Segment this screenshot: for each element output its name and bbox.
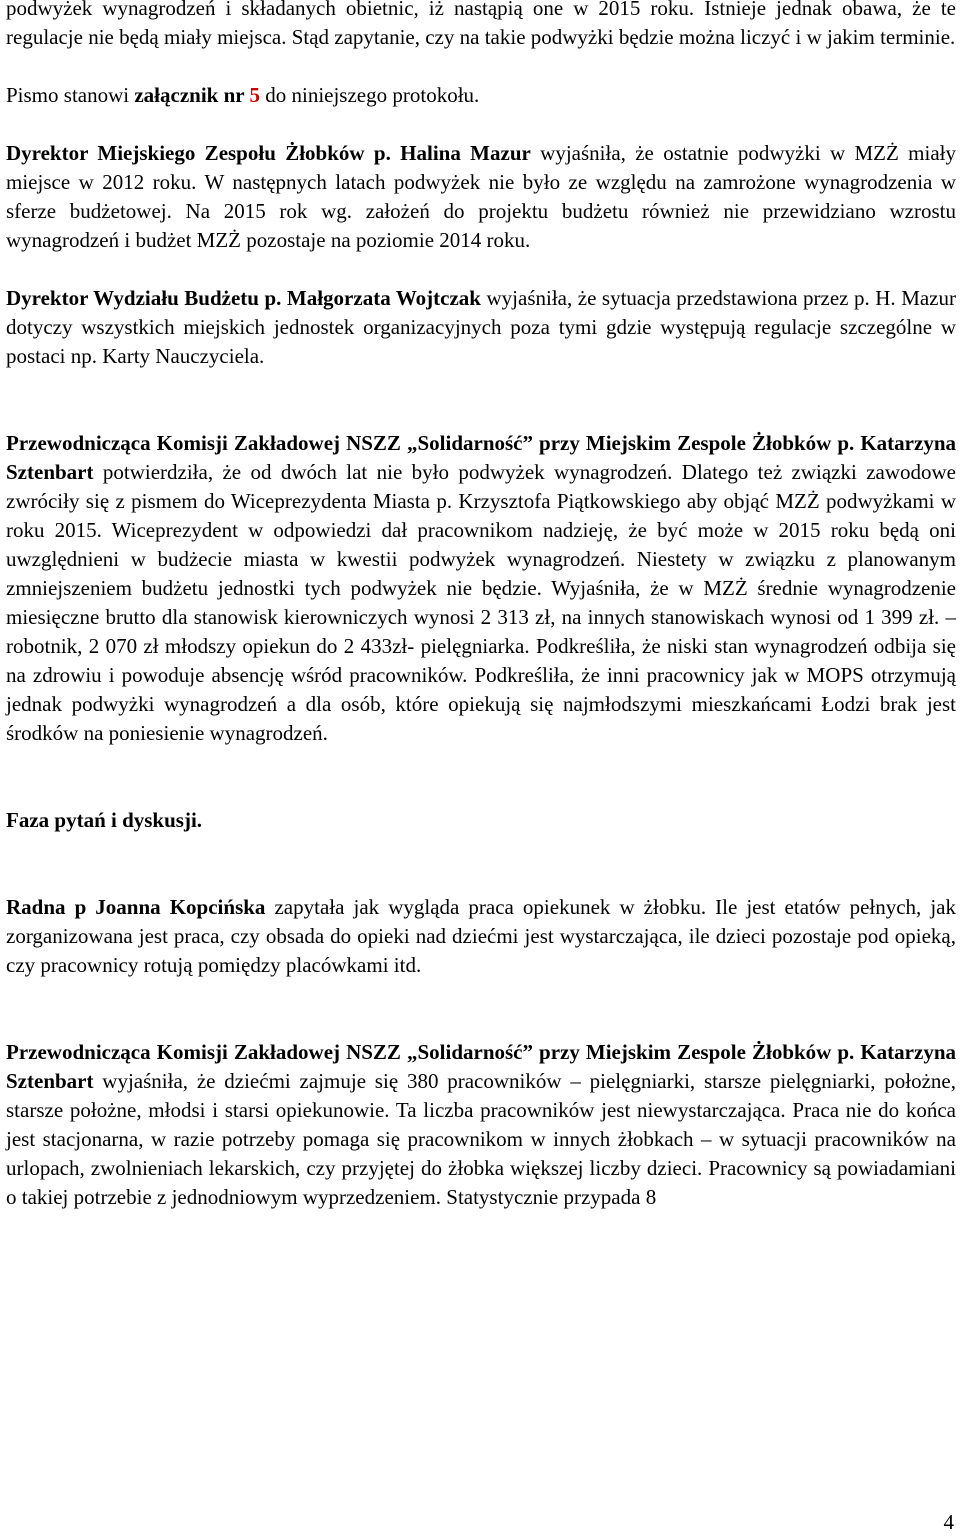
paragraph-union-chair-sztenbart-2 bbox=[6, 1038, 956, 1212]
attachment-text-start: Pismo stanowi bbox=[6, 83, 135, 107]
document-page bbox=[6, 0, 956, 1212]
speaker-name: Dyrektor Wydziału Budżetu p. Małgorzata Wojtczak bbox=[6, 286, 481, 310]
speaker-name: Przewodnicząca Komisji Zakładowej NSZZ „Solidarność” przy Miejskim Zespole Żłobków p. Katarzyna Sztenbart bbox=[6, 1040, 956, 1093]
paragraph-councillor-kopcinska bbox=[6, 893, 956, 980]
attachment-number: 5 bbox=[249, 83, 260, 107]
section-heading: Faza pytań i dyskusji. bbox=[6, 808, 203, 832]
paragraph-text: wyjaśniła, że sytuacja przedstawiona przez p. H. Mazur dotyczy wszystkich miejskich jednostek organizacyjnych poza tymi gdzie występują regulacje szczególne w postaci np. Karty Nauczyciela. bbox=[6, 286, 956, 368]
paragraph-text: potwierdziła, że od dwóch lat nie było podwyżek wynagrodzeń. Dlatego też związki zawodowe zwróciły się z pismem do Wiceprezydenta Miasta p. Krzysztofa Piątkowskiego aby objąć MZŻ podwyżkami w roku 2015. Wiceprezydent w odpowiedzi dał pracownikom nadzieję, że być może w 2015 roku będą oni uwzględnieni w budżecie miasta w kwestii podwyżek wynagrodzeń. Niestety w związku z planowanym zmniejszeniem budżetu jednostki tych podwyżek nie będzie. Wyjaśniła, że w MZŻ średnie wynagrodzenie miesięczne brutto dla stanowisk kierowniczych wynosi 2 313 zł, na innych stanowiskach wynosi od 1 399 zł. – robotnik, 2 070 zł młodszy opiekun do 2 433zł- pielęgniarka. Podkreśliła, że niski stan wynagrodzeń odbija się na zdrowiu i powoduje absencję wśród pracowników. Podkreśliła, że inni pracownicy jak w MOPS otrzymują jednak podwyżki wynagrodzeń a dla osób, które opiekują się najmłodszymi mieszkańcami Łodzi brak jest środków na poniesienie wynagrodzeń. bbox=[6, 460, 956, 745]
speaker-name: Radna p Joanna Kopcińska bbox=[6, 895, 266, 919]
paragraph-text: wyjaśniła, że dziećmi zajmuje się 380 pracowników – pielęgniarki, starsze pielęgniarki, położne, starsze położne, młodsi i starsi opiekunowie. Ta liczba pracowników jest niewystarczająca. Praca nie do końca jest stacjonarna, w razie potrzeby pomaga się pracownikom w innych żłobkach – w sytuacji pracowników na urlopach, zwolnieniach lekarskich, czy przyjętej do żłobka większej liczby dzieci. Pracownicy są powiadamiani o takiej potrzebie z jednodniowym wyprzedzeniem. Statystycznie przypada 8 bbox=[6, 1069, 956, 1209]
speaker-name: Dyrektor Miejskiego Zespołu Żłobków p. Halina Mazur bbox=[6, 141, 531, 165]
paragraph-request-continuation bbox=[6, 0, 956, 52]
speaker-name: Przewodnicząca Komisji Zakładowej NSZZ „Solidarność” przy Miejskim Zespole Żłobków p. Katarzyna Sztenbart bbox=[6, 431, 956, 484]
paragraph-director-wojtczak bbox=[6, 284, 956, 371]
paragraph-union-chair-sztenbart-1 bbox=[6, 429, 956, 748]
attachment-label: załącznik nr bbox=[134, 83, 250, 107]
paragraph-attachment-note bbox=[6, 81, 956, 110]
attachment-text-end: do niniejszego protokołu. bbox=[259, 83, 480, 107]
page-number: 4 bbox=[943, 1510, 954, 1534]
paragraph-director-mazur bbox=[6, 139, 956, 255]
paragraph-text: podwyżek wynagrodzeń i składanych obietnic, iż nastąpią one w 2015 roku. Istnieje jednak obawa, że te regulacje nie będą miały miejsca. Stąd zapytanie, czy na takie podwyżki będzie można liczyć i w jakim terminie. bbox=[6, 0, 956, 49]
paragraph-text: zapytała jak wygląda praca opiekunek w żłobku. Ile jest etatów pełnych, jak zorganizowana jest praca, czy obsada do opieki nad dziećmi jest wystarczająca, ile dzieci pozostaje pod opieką, czy pracownicy rotują pomiędzy placówkami itd. bbox=[6, 895, 957, 977]
paragraph-text: wyjaśniła, że ostatnie podwyżki w MZŻ miały miejsce w 2012 roku. W następnych latach podwyżek nie było ze względu na zamrożone wynagrodzenia w sferze budżetowej. Na 2015 rok wg. założeń do projektu budżetu również nie przewidziano wzrostu wynagrodzeń i budżet MZŻ pozostaje na poziomie 2014 roku. bbox=[6, 141, 956, 252]
